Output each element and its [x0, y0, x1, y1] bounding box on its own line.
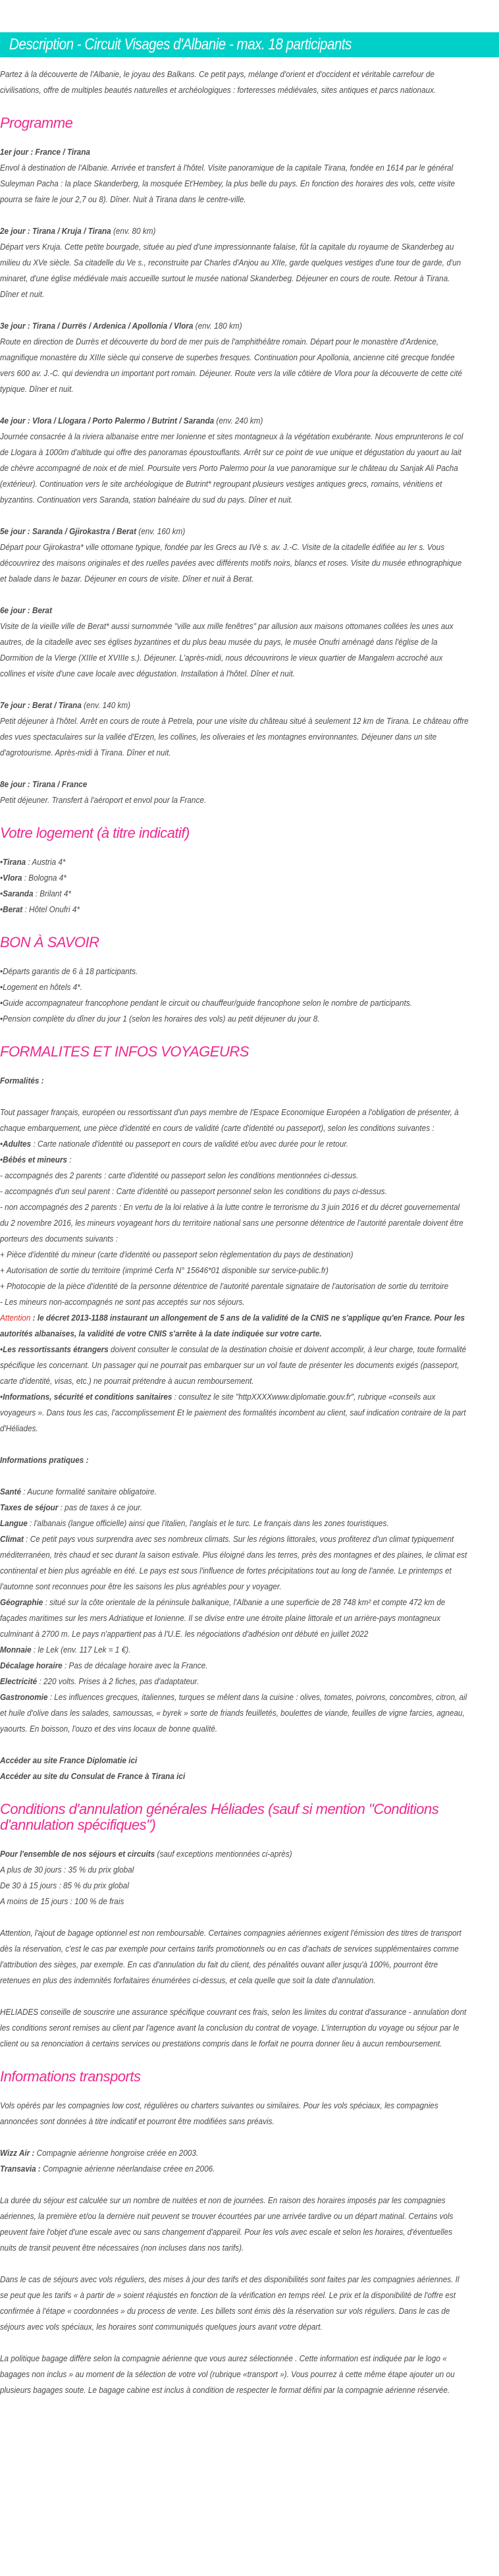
mineurs-line: - accompagnés d'un seul parent : Carte d'identité ou passeport personnel selon les conditions du pays ci-dessus. [0, 1187, 387, 1196]
day-5 [0, 524, 469, 587]
day-title: 5e jour : Saranda / Gjirokastra / Berat (env. 160 km) [0, 527, 186, 536]
programme-heading: Programme [0, 115, 73, 131]
bon-a-savoir-item: • Pension complète du dîner du jour 1 (selon les horaires des vols) au petit déjeuner du jour 8. [0, 1011, 469, 1027]
mineurs-line: + Pièce d'identité du mineur (carte d'identité ou passeport selon règlementation du pays de destination) [0, 1250, 354, 1259]
day-text: Petit déjeuner à l'hôtel. Arrêt en cours de route à Petrela, pour une visite du château situé à seulement 12 km de Tirana. Le château offre des vues spectaculaires sur la vallée d'Erzen, les collines, les oliveraies et les montagnes environnantes. Déjeuner dans un site d'agrotourisme. Après-midi à Tirana. Dîner et nuit. [0, 717, 469, 757]
transports-block [0, 2098, 469, 2398]
pratique-item: Gastronomie : Les influences grecques, italiennes, turques se mêlent dans la cuisine : olives, tomates, poivrons, concombres, citron, ail et huile d'olive dans les salades, samoussas, « byrek » sorte de friands feuilletés, boulettes de viande, feuilles de vigne farcies, agneau, yaourts. En boisson, l'ouzo et des vins locaux de bonne qualité. [0, 1693, 467, 1734]
consulat-tirana-link[interactable]: Accéder au site du Consulat de France à Tirana ici [0, 1772, 186, 1781]
day-text: Visite de la vieille ville de Berat* aussi surnommée "ville aux mille fenêtres" par allusion aux maisons ottomanes collées les unes aux autres, de la citadelle avec ses églises byzantines et du plus beau musée du pays, le musée Onufri aménagé dans l'église de la Dormition de la Vierge (XIIIe et XVIIIe s.). Déjeuner. L'après-midi, nous découvrirons le vieux quartier de Mangalem accroché aux collines et visite d'une cave locale avec dégustation. Installation à l'hôtel. Dîner et nuit. [0, 622, 454, 678]
adultes-item: • Adultes : Carte nationale d'identité ou passeport en cours de validité et/ou avec durée pour le retour. [0, 1136, 469, 1152]
logement-list [0, 854, 469, 918]
pratique-item: Taxes de séjour : pas de taxes à ce jour. [0, 1503, 142, 1512]
formalites-intro: Tout passager français, européen ou ressortissant d'un pays membre de l'Espace Economique Européen a l'obligation de présenter, à chaque embarquement, une pièce d'identité en cours de validité (carte d'identité ou passeport), selon les conditions suivantes : [0, 1108, 459, 1133]
day-title: 7e jour : Berat / Tirana (env. 140 km) [0, 701, 131, 710]
day-text: Départ pour Gjirokastra* ville ottomane typique, fondée par les Grecs au IVè s. av. J.-C. Visite de la citadelle édifiée au Ier s. Vous découvrirez des maisons originales et des ruelles pavées avec différents motifs noirs, blancs et roses. Visite du musée ethnographique et balade dans le bazar. Déjeuner en cours de visite. Dîner et nuit à Berat. [0, 543, 462, 584]
bon-a-savoir-item: • Logement en hôtels 4*. [0, 979, 469, 995]
logement-item: • Saranda : Brilant 4* [0, 886, 469, 902]
day-6 [0, 603, 469, 682]
day-text: Envol à destination de l'Albanie. Arrivée et transfert à l'hôtel. Visite panoramique de la capitale Tirana, fondée en 1614 par le général Suleyman Pacha : la place Skanderberg, la mosquée Et'Hembey, la plus belle du pays. En fonction des horaires des vols, cette visite pourra se faire le jour 2,7 ou 8). Dîner. Nuit à Tirana dans le centre-ville. [0, 163, 456, 204]
formalites-subheading: Formalités : [0, 1076, 44, 1085]
attention-note: Attention : le décret 2013-1188 instaurant un allongement de 5 ans de la validité de la CNIS ne s'applique qu'en France. Pour les autorités albanaises, la validité de votre CNIS s'arrête à la date indiquée sur votre carte. [0, 1313, 465, 1338]
france-diplomatie-link[interactable]: Accéder au site France Diplomatie ici [0, 1756, 138, 1765]
pratique-item: Electricité : 220 volts. Prises à 2 fiches, pas d'adaptateur. [0, 1677, 199, 1686]
annulation-block [0, 1846, 469, 2052]
annulation-assurance: HELIADES conseille de souscrire une assurance spécifique couvrant ces frais, selon les limites du contrat d'assurance - annulation dont les conditions seront remises au client par l'agence avant la conclusion du contrat de voyage. L'interruption du voyage ou séjour par le client ou sa renonciation à certains services ou prestations compris dans le forfait ne pourra donner lieu à aucun remboursement. [0, 2008, 467, 2048]
day-title: 6e jour : Berat [0, 606, 53, 615]
annulation-intro: Pour l'ensemble de nos séjours et circuits (sauf exceptions mentionnées ci-après) [0, 1850, 292, 1859]
transports-intro: Vols opérés par les compagnies low cost, régulières ou charters suivantes ou similaires. Pour les vols spéciaux, les compagnies annoncées sont données à titre indicatif et pourront être modifiées sans préavis. [0, 2101, 438, 2126]
annulation-heading: Conditions d'annulation générales Héliades (sauf si mention "Conditions d'annulation spécifiques") [0, 1801, 439, 1833]
transports-duree: La durée du séjour est calculée sur un nombre de nuitées et non de journées. En raison des horaires imposés par les compagnies aériennes, la première et/ou la dernière nuit peuvent se trouver écourtées par une arrivée tardive ou un départ matinal. Certains vols peuvent faire l'objet d'une escale avec ou sans changement d'appareil. Pour les vols avec escale et selon les horaires, d'éventuelles nuits de transit peuvent être nécessaires (non incluses dans nos tarifs). [0, 2196, 454, 2253]
day-1 [0, 144, 469, 207]
annulation-tier: A plus de 30 jours : 35 % du prix global [0, 1865, 134, 1875]
day-title: 4e jour : Vlora / Llogara / Porto Palermo / Butrint / Saranda (env. 240 km) [0, 416, 263, 425]
bon-a-savoir-item: • Guide accompagnateur francophone pendant le circuit ou chauffeur/guide francophone selon le nombre de participants. [0, 995, 469, 1011]
pratiques-subheading: Informations pratiques : [0, 1456, 89, 1465]
infos-securite-item: • Informations, sécurité et conditions sanitaires : consultez le site "httpXXXXwww.diplomatie.gouv.fr", rubrique «conseils aux voyageurs ». Dans tous les cas, l'accomplissement Et le paiement des formalités incombent au client, sauf indication contraire de la part d'Héliades. [0, 1389, 469, 1437]
intro-paragraph: Partez à la découverte de l'Albanie, le joyau des Balkans. Ce petit pays, mélange d'orient et d'occident et véritable carrefour de civilisations, offre de multiples beautés naturelles et archéologiques : forteresses médiévales, sites antiques et parcs nationaux. [0, 70, 436, 95]
pratique-item: Décalage horaire : Pas de décalage horaire avec la France. [0, 1661, 208, 1670]
mineurs-line: - non accompagnés des 2 parents : En vertu de la loi relative à la lutte contre le terrorisme du 3 juin 2016 et du décret gouvernemental du 2 novembre 2016, les mineurs voyageant hors du territoire national sans une personne détentrice de l'autorité parentale doivent être porteurs des documents suivants : [0, 1203, 463, 1244]
mineurs-line: - accompagnés des 2 parents : carte d'identité ou passeport selon les conditions mentionnées ci-dessus. [0, 1171, 359, 1180]
logement-item: • Berat : Hôtel Onufri 4* [0, 902, 469, 918]
annulation-tier: De 30 à 15 jours : 85 % du prix global [0, 1881, 129, 1890]
day-text: Route en direction de Durrës et découverte du bord de mer puis de l'amphithéâtre romain. Départ pour le monastère d'Ardenice, magnifique monastère du XIIIe siècle qui conserve de superbes fresques. Continuation pour Apollonia, ancienne cité grecque fondée vers 600 av. J.-C. qui deviendra un important port romain. Déjeuner. Route vers la ville côtière de Vlora pour la découverte de cette cité typique. Dîner et nuit. [0, 337, 463, 394]
airline-item: Transavia : Compagnie aérienne néerlandaise créee en 2006. [0, 2164, 215, 2174]
logement-heading: Votre logement (à titre indicatif) [0, 825, 190, 841]
day-text: Journée consacrée à la riviera albanaise entre mer Ionienne et sites montagneux à la végétation exubérante. Nous emprunterons le col de Llogara à 1000m d'altitude qui offre des panoramas époustouflants. Arrêt sur ce point de vue unique et dégustation du yaourt au lait de chèvre accompagné de noix et de miel. Poursuite vers Porto Palermo pour la vue panoramique sur le château du Sanjak Ali Pacha (extérieur). Continuation vers le site archéologique de Butrint* regroupant plusieurs vestiges antiques grecs, romains, vénitiens et byzantins. Continuation vers Saranda, station balnéaire du sud du pays. Dîner et nuit. [0, 432, 463, 505]
formalites-heading: FORMALITES ET INFOS VOYAGEURS [0, 1043, 249, 1060]
day-title: 8e jour : Tirana / France [0, 780, 88, 789]
page-title: Description - Circuit Visages d'Albanie - max. 18 participants [9, 36, 352, 53]
logement-item: • Tirana : Austria 4* [0, 854, 469, 870]
bon-a-savoir-heading: BON À SAVOIR [0, 934, 99, 950]
annulation-attention: Attention, l'ajout de bagage optionnel est non remboursable. Certaines compagnies aériennes exigent l'émission des titres de transport dès la réservation, c'est le cas par exemple pour certains tarifs promotionnels ou en cas d'achats de services supplémentaires comme l'attribution des sièges, par exemple. En cas d'annulation du fait du client, des pénalités ouvant aller jusqu'à 100%, pourront être retenues en plus des indemnités forfaitaires énumérées ci-dessus, et cela quelle que soit la date d'annulation. [0, 1929, 461, 1985]
day-text: Départ vers Kruja. Cette petite bourgade, située au pied d'une impressionnante falaise, fût la capitale du royaume de Skanderbeg au milieu du XVe siècle. Sa citadelle du Ve s., reconstruite par Charles d'Anjou au XIIe, garde quelques vestiges d'une tour de garde, d'un minaret, d'une église médiévale mais accueille surtout le musée national Skanderbeg. Déjeuner en cours de route. Retour à Tirana. Dîner et nuit. [0, 242, 461, 299]
day-4 [0, 413, 469, 508]
mineurs-line: + Autorisation de sortie du territoire (imprimé Cerfa N° 15646*01 disponible sur service-public.fr) [0, 1266, 328, 1275]
formalites-block [0, 1073, 469, 1784]
day-text: Petit déjeuner. Transfert à l'aéroport et envol pour la France. [0, 796, 207, 805]
mineurs-line: + Photocopie de la pièce d'identité de la personne détentrice de l'autorité parentale signataire de l'autorisation de sortie du territoire [0, 1282, 449, 1291]
logement-item: • Vlora : Bologna 4* [0, 870, 469, 886]
pratique-item: Monnaie : le Lek (env. 117 Lek = 1 €). [0, 1645, 131, 1655]
day-2 [0, 223, 469, 302]
day-title: 1er jour : France / Tirana [0, 148, 90, 157]
mineurs-item: • Bébés et mineurs : [0, 1152, 469, 1168]
bon-a-savoir-item: • Départs garantis de 6 à 18 participants. [0, 964, 469, 979]
pratique-item: Climat : Ce petit pays vous surprendra avec ses nombreux climats. Sur les régions littorales, vous profiterez d'un climat typiquement méditerranéen, très chaud et sec durant la saison estivale. Plus éloigné dans les terres, près des montagnes et des plaines, le climat est continental et bien plus agréable en été. Le pays est sous l'influence de fortes précipitations tout au long de l'année. Le printemps et l'automne sont reconnues pour être les saisons les plus agréables pour y voyager. [0, 1535, 467, 1591]
day-3 [0, 318, 469, 397]
transports-reguliers: Dans le cas de séjours avec vols réguliers, des mises à jour des tarifs et des disponibilités sont faites par les compagnies aériennes. Il se peut que les tarifs « à partir de » soient réajustés en fonction de la vérification en temps réel. Le prix et la disponibilité de l'offre est confirmée à l'étape « coordonnées » du process de vente. Les billets sont émis dès la réservation sur vols réguliers. Dans le cas de séjours avec vols spéciaux, les horaires sont communiqués quelques jours avant votre départ. [0, 2275, 460, 2332]
day-8 [0, 777, 469, 808]
transports-bagage: La politique bagage diffère selon la compagnie aérienne que vous aurez sélectionnée . Cette information est indiquée par le logo « bagages non inclus » au moment de la sélection de votre vol (rubrique «transport »). Vous pourrez à cette même étape ajouter un ou plusieurs bagages soute. Le bagage cabine est inclus à condition de respecter le format défini par la compagnie aérienne réservée. [0, 2354, 455, 2395]
attention-label: Attention [0, 1313, 31, 1323]
day-7 [0, 698, 469, 761]
mineurs-line: - Les mineurs non-accompagnés ne sont pas acceptés sur nos séjours. [0, 1298, 245, 1307]
transports-heading: Informations transports [0, 2068, 141, 2085]
day-title: 3e jour : Tirana / Durrës / Ardenica / Apollonia / Vlora (env. 180 km) [0, 321, 242, 331]
day-title: 2e jour : Tirana / Kruja / Tirana (env. 80 km) [0, 227, 156, 236]
description-banner [0, 32, 499, 57]
page [0, 32, 499, 2418]
bon-a-savoir-list [0, 964, 469, 1027]
pratique-item: Géographie : situé sur la côte orientale de la péninsule balkanique, l'Albanie a une superficie de 28 748 km² et compte 472 km de façades maritimes sur les mers Adriatique et Ionienne. Il se divise entre une étroite plaine littorale et un arrière-pays montagneux culminant à 2700 m. Le pays n'appartient pas à l'U.E. les négociations d'adhésion ont débuté en juillet 2022 [0, 1598, 446, 1639]
airline-item: Wizz Air : Compagnie aérienne hongroise créée en 2003. [0, 2149, 199, 2158]
pratique-item: Santé : Aucune formalité sanitaire obligatoire. [0, 1487, 157, 1496]
pratique-item: Langue : l'albanais (langue officielle) ainsi que l'italien, l'anglais et le turc. Le français dans les zones touristiques. [0, 1519, 389, 1528]
annulation-tier: A moins de 15 jours : 100 % de frais [0, 1897, 124, 1906]
etrangers-item: • Les ressortissants étrangers doivent consulter le consulat de la destination choisie et doivent accomplir, à leur charge, toute formalité spécifique les concernant. Un passager qui ne pourrait pas embarquer sur un vol faute de présenter les documents exigés (passeport, carte d'identité, visas, etc.) ne pourrait prétendre à aucun remboursement. [0, 1342, 469, 1389]
